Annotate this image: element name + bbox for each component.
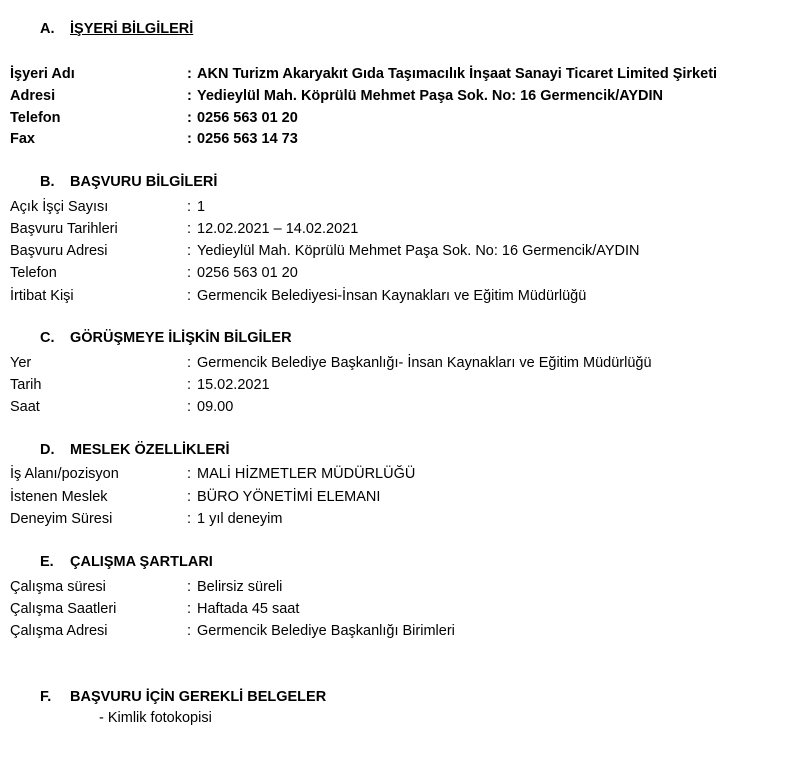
row-separator: : xyxy=(187,221,192,237)
row-separator: : xyxy=(187,110,192,126)
required-document-item: - Kimlik fotokopisi xyxy=(99,710,212,726)
row-separator: : xyxy=(187,199,192,215)
row-value: 09.00 xyxy=(197,399,234,415)
row-label: Açık İşçi Sayısı xyxy=(10,199,109,215)
row-label: Telefon xyxy=(10,265,57,281)
section-c-letter: C. xyxy=(40,330,55,346)
row-value: 0256 563 01 20 xyxy=(197,265,298,281)
irtibat-kisi-row xyxy=(10,285,586,307)
row-separator: : xyxy=(187,288,192,304)
section-a-heading: İŞYERİ BİLGİLERİ xyxy=(70,21,194,37)
row-value: 1 yıl deneyim xyxy=(197,511,283,527)
row-label: Başvuru Adresi xyxy=(10,243,108,259)
fax-row xyxy=(10,128,298,150)
section-e-title xyxy=(40,554,213,570)
section-a-letter: A. xyxy=(40,21,55,37)
row-separator: : xyxy=(187,466,192,482)
section-e-heading: ÇALIŞMA ŞARTLARI xyxy=(70,554,213,570)
row-label: İş Alanı/pozisyon xyxy=(10,466,119,482)
row-label: Adresi xyxy=(10,88,56,104)
basvuru-tarihleri-row xyxy=(10,218,358,240)
row-separator: : xyxy=(187,377,192,393)
row-separator: : xyxy=(187,579,192,595)
row-value: Haftada 45 saat xyxy=(197,601,300,617)
adresi-row xyxy=(10,85,663,107)
section-d-heading: MESLEK ÖZELLİKLERİ xyxy=(70,442,230,458)
row-value: Yedieylül Mah. Köprülü Mehmet Paşa Sok. No: 16 Germencik/AYDIN xyxy=(197,88,664,104)
is-alani-row xyxy=(10,463,415,485)
row-separator: : xyxy=(187,265,192,281)
row-label: İrtibat Kişi xyxy=(10,288,74,304)
row-label: Çalışma Saatleri xyxy=(10,601,117,617)
section-a-title xyxy=(40,21,193,37)
row-value: 0256 563 14 73 xyxy=(197,131,298,147)
row-label: Yer xyxy=(10,355,32,371)
row-separator: : xyxy=(187,399,192,415)
row-separator: : xyxy=(187,243,192,259)
row-label: Çalışma süresi xyxy=(10,579,106,595)
calisma-saatleri-row xyxy=(10,598,299,620)
section-c-heading: GÖRÜŞMEYE İLİŞKİN BİLGİLER xyxy=(70,330,292,346)
section-e-letter: E. xyxy=(40,554,54,570)
basvuru-adresi-row xyxy=(10,240,639,262)
section-f-title xyxy=(40,689,326,705)
saat-row xyxy=(10,396,233,418)
row-label: Fax xyxy=(10,131,35,147)
calisma-adresi-row xyxy=(10,620,455,642)
row-value: 15.02.2021 xyxy=(197,377,270,393)
section-f-letter: F. xyxy=(40,689,52,705)
telefon-row xyxy=(10,107,298,129)
row-label: İstenen Meslek xyxy=(10,489,108,505)
row-value: Germencik Belediye Başkanlığı- İnsan Kaynakları ve Eğitim Müdürlüğü xyxy=(197,355,652,371)
row-separator: : xyxy=(187,601,192,617)
row-value: 1 xyxy=(197,199,206,215)
row-value: Germencik Belediyesi-İnsan Kaynakları ve Eğitim Müdürlüğü xyxy=(197,288,587,304)
row-label: İşyeri Adı xyxy=(10,66,75,82)
row-label: Çalışma Adresi xyxy=(10,623,108,639)
row-value: 0256 563 01 20 xyxy=(197,110,298,126)
row-separator: : xyxy=(187,623,192,639)
row-separator: : xyxy=(187,88,192,104)
section-b-heading: BAŞVURU BİLGİLERİ xyxy=(70,174,218,190)
yer-row xyxy=(10,352,652,374)
row-separator: : xyxy=(187,66,192,82)
row-separator: : xyxy=(187,355,192,371)
row-value: AKN Turizm Akaryakıt Gıda Taşımacılık İnşaat Sanayi Ticaret Limited Şirketi xyxy=(197,66,718,82)
row-value: Belirsiz süreli xyxy=(197,579,283,595)
row-value: Germencik Belediye Başkanlığı Birimleri xyxy=(197,623,455,639)
row-value: BÜRO YÖNETİMİ ELEMANI xyxy=(197,489,381,505)
deneyim-suresi-row xyxy=(10,508,282,530)
section-b-title xyxy=(40,174,217,190)
row-separator: : xyxy=(187,131,192,147)
section-b-letter: B. xyxy=(40,174,55,190)
row-separator: : xyxy=(187,511,192,527)
row-label: Tarih xyxy=(10,377,42,393)
section-d-letter: D. xyxy=(40,442,55,458)
acik-isci-sayisi-row xyxy=(10,196,205,218)
row-value: 12.02.2021 – 14.02.2021 xyxy=(197,221,359,237)
section-c-title xyxy=(40,330,292,346)
istenen-meslek-row xyxy=(10,486,380,508)
row-separator: : xyxy=(187,489,192,505)
row-value: MALİ HİZMETLER MÜDÜRLÜĞÜ xyxy=(197,466,416,482)
row-label: Saat xyxy=(10,399,40,415)
basvuru-telefon-row xyxy=(10,262,298,284)
calisma-suresi-row xyxy=(10,576,282,598)
section-f-heading: BAŞVURU İÇİN GEREKLİ BELGELER xyxy=(70,689,327,705)
tarih-row xyxy=(10,374,270,396)
isyeri-adi-row xyxy=(10,63,717,85)
row-value: Yedieylül Mah. Köprülü Mehmet Paşa Sok. No: 16 Germencik/AYDIN xyxy=(197,243,640,259)
row-label: Telefon xyxy=(10,110,61,126)
row-label: Başvuru Tarihleri xyxy=(10,221,118,237)
row-label: Deneyim Süresi xyxy=(10,511,113,527)
section-d-title xyxy=(40,442,230,458)
